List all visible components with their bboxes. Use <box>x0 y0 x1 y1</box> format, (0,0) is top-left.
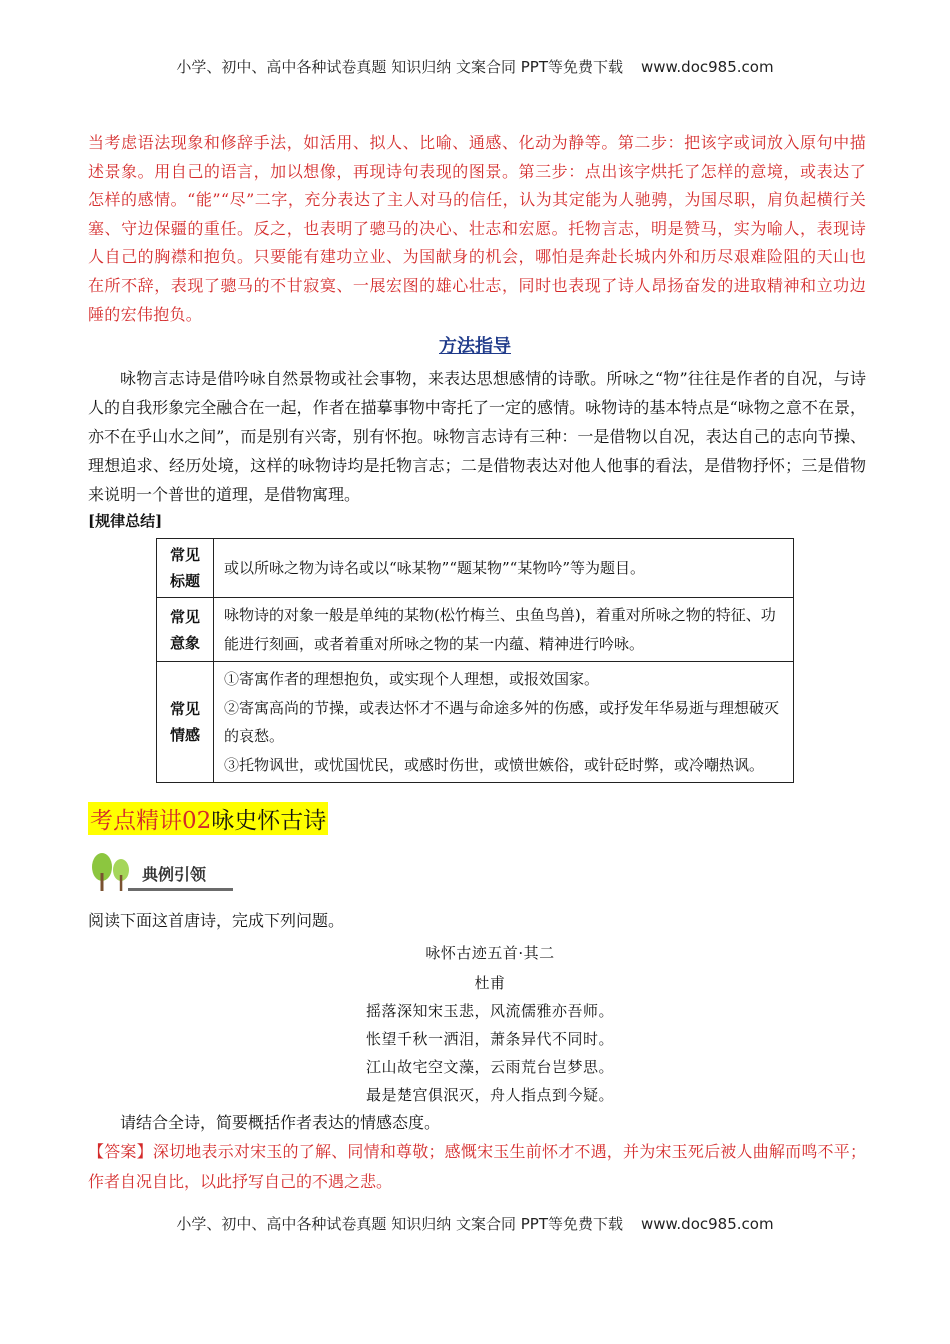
page-footer <box>0 1213 950 1234</box>
example-badge <box>88 851 233 893</box>
previous-answer-paragraph: 当考虑语法现象和修辞手法，如活用、拟人、比喻、通感、化动为静等。第二步：把该字或词放入原句中描述景象。用自己的语言，加以想像，再现诗句表现的图景。第三步：点出该字烘托了怎样的意境，或表达了怎样的感情。“能”“尽”二字，充分表达了主人对马的信任，认为其定能为人驰骋，为国尽职，肩负起横行关塞、守边保疆的重任。反之，也表明了骢马的决心、壮志和宏愿。托物言志，明是赞马，实为喻人，表现诗人自己的胸襟和抱负。只要能有建功立业、为国献身的机会，哪怕是奔赴长城内外和历尽艰难险阻的天山也在所不辞，表现了骢马的不甘寂寞、一展宏图的雄心壮志，同时也表现了诗人昂扬奋发的进取精神和立功边陲的宏伟抱负。 <box>88 133 866 324</box>
header-url[interactable]: www.doc985.com <box>640 58 774 76</box>
method-paragraph: 咏物言志诗是借吟咏自然景物或社会事物，来表达思想感情的诗歌。所咏之“物”往往是作者的自况，与诗人的自我形象完全融合在一起，作者在描摹事物中寄托了一定的感情。咏物诗的基本特点是“咏物之意不在景，亦不在乎山水之间”，而是别有兴寄，别有怀抱。咏物言志诗有三种：一是借物以自况，表达自己的志向节操、理想追求、经历处境，这样的咏物诗均是托物言志；二是借物表达对他人他事的看法，是借物抒怀；三是借物来说明一个普世的道理，是借物寓理。 <box>88 369 866 504</box>
badge-underline <box>128 888 233 891</box>
footer-text: 小学、初中、高中各种试卷真题 知识归纳 文案合同 PPT等免费下载 <box>176 1215 623 1233</box>
table-value: 咏物诗的对象一般是单纯的某物(松竹梅兰、虫鱼鸟兽)，着重对所咏之物的特征、功能进行刻画，或者着重对所咏之物的某一内蕴、精神进行吟咏。 <box>214 598 794 662</box>
method-heading <box>0 332 950 358</box>
summary-table <box>156 538 794 783</box>
answer-text: 深切地表示对宋玉的了解、同情和尊敬；感慨宋玉生前怀才不遇，并为宋玉死后被人曲解而鸣不平；作者自况自比，以此抒写自己的不遇之悲。 <box>88 1142 866 1191</box>
poem-line: 摇落深知宋玉悲，风流儒雅亦吾师。 <box>365 1002 614 1020</box>
kaodian-heading: 考点精讲02咏史怀古诗 <box>88 802 328 835</box>
question-text: 请结合全诗，简要概括作者表达的情感态度。 <box>120 1113 441 1132</box>
footer-url[interactable]: www.doc985.com <box>640 1215 774 1233</box>
page-header <box>0 56 950 77</box>
table-row <box>157 598 794 662</box>
table-key: 常见 意象 <box>157 598 214 662</box>
badge-label: 典例引领 <box>142 865 207 884</box>
reading-instruction: 阅读下面这首唐诗，完成下列问题。 <box>88 911 345 930</box>
poem-line: 江山故宅空文藻，云雨荒台岂梦思。 <box>365 1058 614 1076</box>
method-title: 方法指导 <box>439 336 511 357</box>
poem-author: 杜甫 <box>474 974 506 992</box>
table-row <box>157 539 794 598</box>
answer-tag: 【答案】 <box>88 1142 153 1161</box>
tree-icon <box>88 851 138 893</box>
answer-paragraph <box>88 1137 866 1197</box>
table-key: 常见 标题 <box>157 539 214 598</box>
table-value: ①寄寓作者的理想抱负，或实现个人理想，或报效国家。 ②寄寓高尚的节操，或表达怀才不遇与命途多舛的伤感，或抒发年华易逝与理想破灭的哀愁。 ③托物讽世，或忧国忧民，或感时伤世，或愤世嫉俗，或针砭时弊，或冷嘲热讽。 <box>214 662 794 783</box>
poem-title: 咏怀古迹五首·其二 <box>425 944 555 962</box>
header-text: 小学、初中、高中各种试卷真题 知识归纳 文案合同 PPT等免费下载 <box>176 58 623 76</box>
rule-summary-label: [规律总结] <box>88 512 163 530</box>
table-row <box>157 662 794 783</box>
poem-line: 怅望千秋一洒泪，萧条异代不同时。 <box>365 1030 614 1048</box>
table-key: 常见 情感 <box>157 662 214 783</box>
poem-line: 最是楚宫俱泯灭，舟人指点到今疑。 <box>365 1086 614 1104</box>
table-value: 或以所咏之物为诗名或以“咏某物”“题某物”“某物吟”等为题目。 <box>214 539 794 598</box>
